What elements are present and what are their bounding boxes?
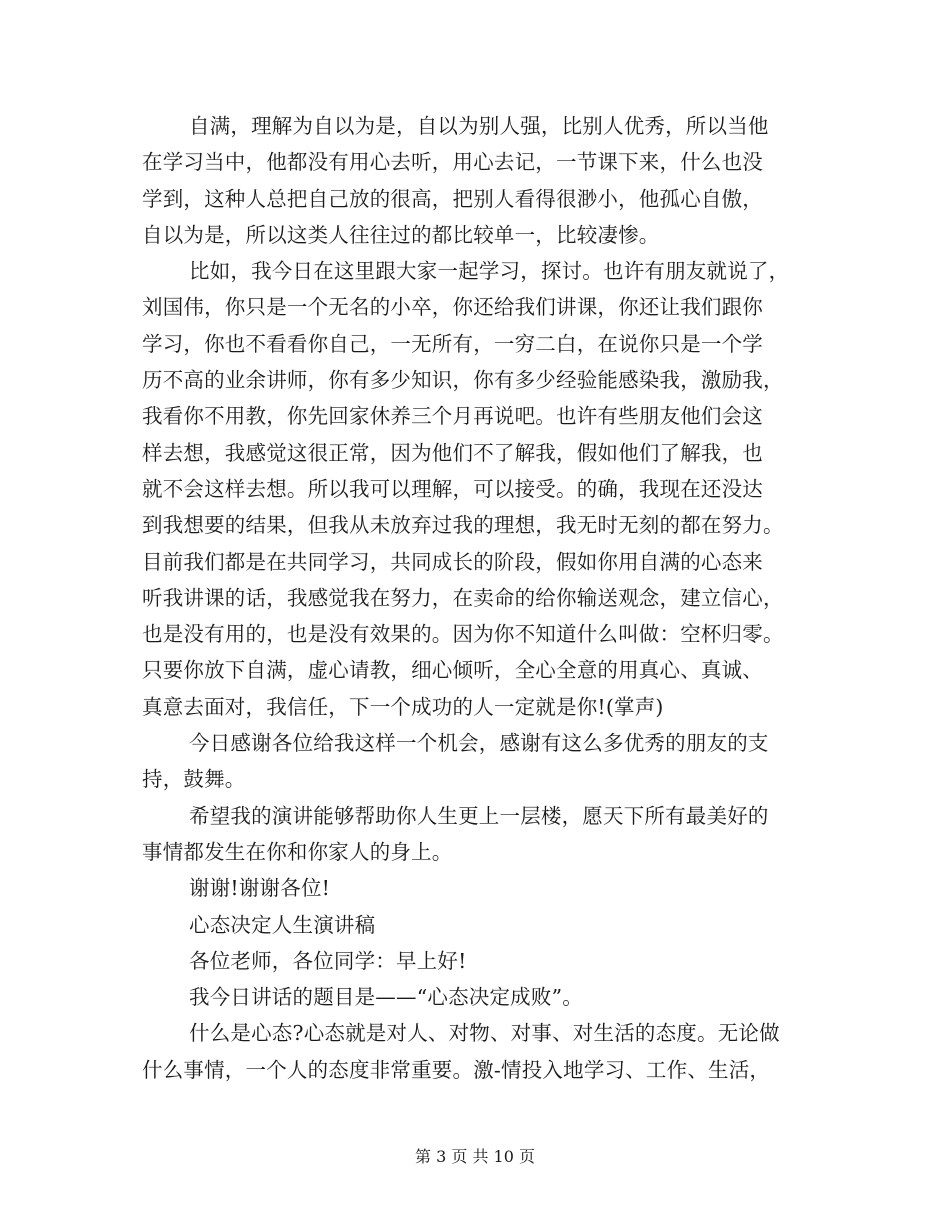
text-line: 到我想要的结果，但我从未放弃过我的理想，我无时无刻的都在努力。 bbox=[142, 513, 784, 538]
text-line: 学到，这种人总把自己放的很高，把别人看得很渺小，他孤心自傲， bbox=[142, 186, 763, 211]
text-line: 在学习当中，他都没有用心去听，用心去记，一节课下来，什么也没 bbox=[142, 150, 763, 175]
text-line: 事情都发生在你和你家人的身上。 bbox=[142, 839, 453, 864]
text-line: 样去想，我感觉这很正常，因为他们不了解我，假如他们了解我，也 bbox=[142, 440, 763, 465]
document-body bbox=[142, 108, 812, 1088]
text-line: 各位老师，各位同学：早上好! bbox=[189, 948, 467, 973]
text-line: 学习，你也不看看你自己，一无所有，一穷二白，在说你只是一个学 bbox=[142, 331, 763, 356]
text-line: 听我讲课的话，我感觉我在努力，在卖命的给你输送观念，建立信心， bbox=[142, 585, 784, 610]
text-line: 目前我们都是在共同学习，共同成长的阶段，假如你用自满的心态来 bbox=[142, 549, 763, 574]
text-line: 我看你不用教，你先回家休养三个月再说吧。也许有些朋友他们会这 bbox=[142, 404, 763, 429]
text-line: 真意去面对，我信任，下一个成功的人一定就是你!(掌声) bbox=[142, 694, 664, 719]
text-line: 什么是心态?心态就是对人、对物、对事、对生活的态度。无论做 bbox=[189, 1021, 780, 1046]
text-line: 今日感谢各位给我这样一个机会，感谢有这么多优秀的朋友的支 bbox=[189, 731, 769, 756]
text-line: 只要你放下自满，虚心请教，细心倾听，全心全意的用真心、真诚、 bbox=[142, 658, 763, 683]
text-line: 就不会这样去想。所以我可以理解，可以接受。的确，我现在还没达 bbox=[142, 476, 763, 501]
text-line: 也是没有用的，也是没有效果的。因为你不知道什么叫做：空杯归零。 bbox=[142, 622, 784, 647]
text-line: 谢谢!谢谢各位! bbox=[189, 876, 331, 901]
text-line: 历不高的业余讲师，你有多少知识，你有多少经验能感染我，激励我， bbox=[142, 368, 784, 393]
text-line: 自满，理解为自以为是，自以为别人强，比别人优秀，所以当他 bbox=[189, 114, 769, 138]
text-line: 希望我的演讲能够帮助你人生更上一层楼，愿天下所有最美好的 bbox=[189, 803, 769, 828]
text-line: 持，鼓舞。 bbox=[142, 767, 246, 792]
text-line: 心态决定人生演讲稿 bbox=[189, 912, 376, 937]
page-number-footer: 第 3 页 共 10 页 bbox=[415, 1147, 535, 1166]
text-line: 比如，我今日在这里跟大家一起学习，探讨。也许有朋友就说了， bbox=[189, 259, 790, 284]
text-line: 自以为是，所以这类人往往过的都比较单一，比较凄惨。 bbox=[142, 222, 660, 247]
text-line: 什么事情，一个人的态度非常重要。激-情投入地学习、工作、生活， bbox=[142, 1057, 771, 1082]
text-line: 刘国伟，你只是一个无名的小卒，你还给我们讲课，你还让我们跟你 bbox=[142, 295, 763, 320]
text-line: 我今日讲话的题目是——“心态决定成败”。 bbox=[189, 985, 583, 1010]
